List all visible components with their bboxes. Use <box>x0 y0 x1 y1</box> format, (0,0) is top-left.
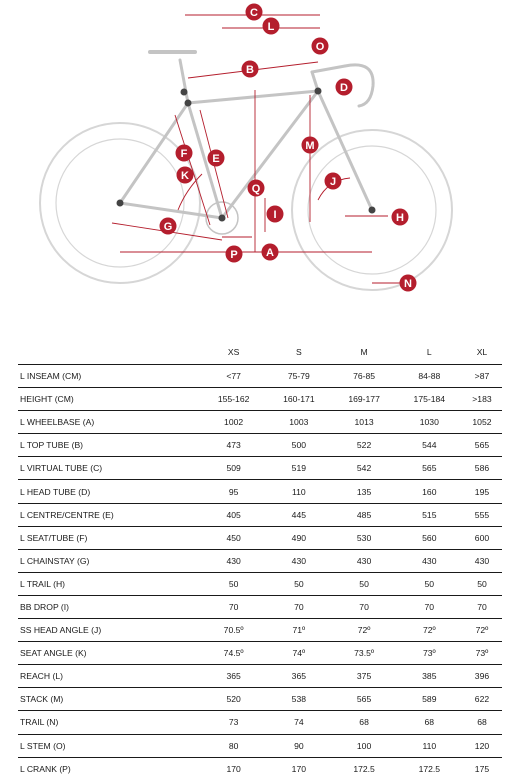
stem <box>312 66 345 72</box>
value-cell: 90 <box>266 734 331 757</box>
value-cell: 375 <box>331 665 396 688</box>
value-cell: 76-85 <box>331 365 396 388</box>
table-row <box>18 503 502 526</box>
bottom-bracket-point <box>219 215 226 222</box>
badge-letter: Q <box>251 183 261 195</box>
value-cell: 430 <box>201 549 266 572</box>
value-cell: 600 <box>462 526 502 549</box>
value-cell: 445 <box>266 503 331 526</box>
row-label: REACH (L) <box>18 665 201 688</box>
value-cell: 490 <box>266 526 331 549</box>
value-cell: 385 <box>397 665 462 688</box>
dimension-badges <box>160 4 417 292</box>
value-cell: 530 <box>331 526 396 549</box>
table-row <box>18 388 502 411</box>
table-row <box>18 595 502 618</box>
value-cell: 50 <box>266 572 331 595</box>
value-cell: 586 <box>462 457 502 480</box>
value-cell: 589 <box>397 688 462 711</box>
value-cell: >87 <box>462 365 502 388</box>
table-row <box>18 549 502 572</box>
value-cell: 73º <box>462 642 502 665</box>
badge-letter: E <box>212 153 220 165</box>
value-cell: 565 <box>397 457 462 480</box>
badge-letter: F <box>180 148 188 160</box>
badge-letter: J <box>329 176 337 188</box>
badge-letter: K <box>181 170 189 182</box>
header-size-xs: XS <box>227 347 240 357</box>
value-cell: 473 <box>201 434 266 457</box>
badge-a <box>262 244 279 261</box>
badge-m <box>302 137 319 154</box>
value-cell: 172.5 <box>397 757 462 780</box>
value-cell: 450 <box>201 526 266 549</box>
table-row <box>18 757 502 780</box>
badge-e <box>208 150 225 167</box>
value-cell: 1003 <box>266 411 331 434</box>
table-row <box>18 642 502 665</box>
value-cell: 520 <box>201 688 266 711</box>
value-cell: 1052 <box>462 411 502 434</box>
table-row <box>18 434 502 457</box>
value-cell: 509 <box>201 457 266 480</box>
badge-letter: C <box>250 7 258 19</box>
seat-post <box>180 60 188 103</box>
header-label-cell <box>18 340 201 365</box>
value-cell: 74º <box>266 642 331 665</box>
value-cell: 169-177 <box>331 388 396 411</box>
row-label: BB DROP (I) <box>18 595 201 618</box>
value-cell: 72º <box>331 619 396 642</box>
header-size-xl: XL <box>476 347 488 357</box>
value-cell: 555 <box>462 503 502 526</box>
badge-f <box>176 145 193 162</box>
value-cell: 500 <box>266 434 331 457</box>
table-row <box>18 688 502 711</box>
value-cell: 50 <box>201 572 266 595</box>
value-cell: 430 <box>266 549 331 572</box>
badge-letter: I <box>273 209 277 221</box>
down-tube <box>222 91 318 218</box>
badge-b <box>242 61 259 78</box>
row-label: L INSEAM (CM) <box>18 365 201 388</box>
value-cell: 565 <box>331 688 396 711</box>
table-row <box>18 480 502 503</box>
row-label: L WHEELBASE (A) <box>18 411 201 434</box>
value-cell: 50 <box>462 572 502 595</box>
table-row <box>18 365 502 388</box>
value-cell: 1002 <box>201 411 266 434</box>
table-row <box>18 411 502 434</box>
value-cell: 50 <box>331 572 396 595</box>
badge-letter: L <box>267 21 275 33</box>
row-label: L SEAT/TUBE (F) <box>18 526 201 549</box>
value-cell: 68 <box>462 711 502 734</box>
value-cell: 75-79 <box>266 365 331 388</box>
front-axle-point <box>369 207 376 214</box>
bike-geometry-diagram <box>0 0 520 300</box>
row-label: L TRAIL (H) <box>18 572 201 595</box>
value-cell: 73º <box>397 642 462 665</box>
value-cell: 170 <box>201 757 266 780</box>
value-cell: 74 <box>266 711 331 734</box>
head-tube-point <box>315 88 322 95</box>
header-size-s: S <box>295 347 302 357</box>
row-label: STACK (M) <box>18 688 201 711</box>
seat-post-point <box>181 89 188 96</box>
value-cell: 72º <box>397 619 462 642</box>
value-cell: 538 <box>266 688 331 711</box>
value-cell: 542 <box>331 457 396 480</box>
value-cell: 70 <box>266 595 331 618</box>
row-label: L STEM (O) <box>18 734 201 757</box>
badge-h <box>392 209 409 226</box>
value-cell: 195 <box>462 480 502 503</box>
table-header-row <box>18 340 502 365</box>
value-cell: 70 <box>397 595 462 618</box>
value-cell: 175 <box>462 757 502 780</box>
value-cell: 170 <box>266 757 331 780</box>
value-cell: 485 <box>331 503 396 526</box>
value-cell: 622 <box>462 688 502 711</box>
badge-g <box>160 218 177 235</box>
value-cell: 70.5º <box>201 619 266 642</box>
row-label: L CENTRE/CENTRE (E) <box>18 503 201 526</box>
top-tube <box>188 91 318 103</box>
value-cell: 515 <box>397 503 462 526</box>
badge-n <box>400 275 417 292</box>
value-cell: 430 <box>397 549 462 572</box>
row-label: L CRANK (P) <box>18 757 201 780</box>
badge-letter: H <box>396 212 404 224</box>
value-cell: 135 <box>331 480 396 503</box>
value-cell: 110 <box>397 734 462 757</box>
badge-letter: P <box>230 249 238 261</box>
value-cell: 519 <box>266 457 331 480</box>
value-cell: 70 <box>331 595 396 618</box>
row-label: TRAIL (N) <box>18 711 201 734</box>
value-cell: 365 <box>266 665 331 688</box>
header-size-l: L <box>426 347 432 357</box>
badge-k <box>177 167 194 184</box>
value-cell: 172.5 <box>331 757 396 780</box>
seat-cluster-point <box>185 100 192 107</box>
value-cell: 100 <box>331 734 396 757</box>
value-cell: <77 <box>201 365 266 388</box>
badge-letter: M <box>305 140 315 152</box>
badge-letter: B <box>246 64 254 76</box>
fork <box>318 91 372 210</box>
badge-i <box>267 206 284 223</box>
value-cell: 73.5º <box>331 642 396 665</box>
header-size-m: M <box>360 347 368 357</box>
value-cell: 70 <box>201 595 266 618</box>
geometry-table-body <box>18 365 502 780</box>
badge-p <box>226 246 243 263</box>
value-cell: 1013 <box>331 411 396 434</box>
row-label: SEAT ANGLE (K) <box>18 642 201 665</box>
value-cell: 430 <box>462 549 502 572</box>
table-row <box>18 526 502 549</box>
value-cell: 68 <box>397 711 462 734</box>
value-cell: 565 <box>462 434 502 457</box>
badge-letter: G <box>163 221 173 233</box>
table-row <box>18 711 502 734</box>
value-cell: 405 <box>201 503 266 526</box>
row-label: L VIRTUAL TUBE (C) <box>18 457 201 480</box>
value-cell: 84-88 <box>397 365 462 388</box>
value-cell: 70 <box>462 595 502 618</box>
geometry-table <box>18 340 502 780</box>
row-label: SS HEAD ANGLE (J) <box>18 619 201 642</box>
value-cell: 560 <box>397 526 462 549</box>
row-label: L HEAD TUBE (D) <box>18 480 201 503</box>
value-cell: 95 <box>201 480 266 503</box>
badge-d <box>336 79 353 96</box>
value-cell: 71º <box>266 619 331 642</box>
value-cell: 522 <box>331 434 396 457</box>
badge-letter: A <box>266 247 274 259</box>
row-label: HEIGHT (CM) <box>18 388 201 411</box>
badge-j <box>325 173 342 190</box>
value-cell: 396 <box>462 665 502 688</box>
table-row <box>18 734 502 757</box>
value-cell: 68 <box>331 711 396 734</box>
value-cell: 365 <box>201 665 266 688</box>
value-cell: 74.5º <box>201 642 266 665</box>
row-label: L CHAINSTAY (G) <box>18 549 201 572</box>
badge-q <box>248 180 265 197</box>
value-cell: 120 <box>462 734 502 757</box>
badge-c <box>246 4 263 21</box>
rear-axle-point <box>117 200 124 207</box>
badge-l <box>263 18 280 35</box>
table-row <box>18 457 502 480</box>
value-cell: 160-171 <box>266 388 331 411</box>
value-cell: 80 <box>201 734 266 757</box>
value-cell: 72º <box>462 619 502 642</box>
value-cell: 544 <box>397 434 462 457</box>
table-row <box>18 665 502 688</box>
value-cell: >183 <box>462 388 502 411</box>
value-cell: 73 <box>201 711 266 734</box>
value-cell: 160 <box>397 480 462 503</box>
badge-letter: O <box>315 41 325 53</box>
badge-letter: N <box>404 278 412 290</box>
row-label: L TOP TUBE (B) <box>18 434 201 457</box>
value-cell: 175-184 <box>397 388 462 411</box>
badge-o <box>312 38 329 55</box>
value-cell: 50 <box>397 572 462 595</box>
value-cell: 430 <box>331 549 396 572</box>
value-cell: 1030 <box>397 411 462 434</box>
value-cell: 155-162 <box>201 388 266 411</box>
table-row <box>18 619 502 642</box>
value-cell: 110 <box>266 480 331 503</box>
table-row <box>18 572 502 595</box>
badge-letter: D <box>340 82 348 94</box>
